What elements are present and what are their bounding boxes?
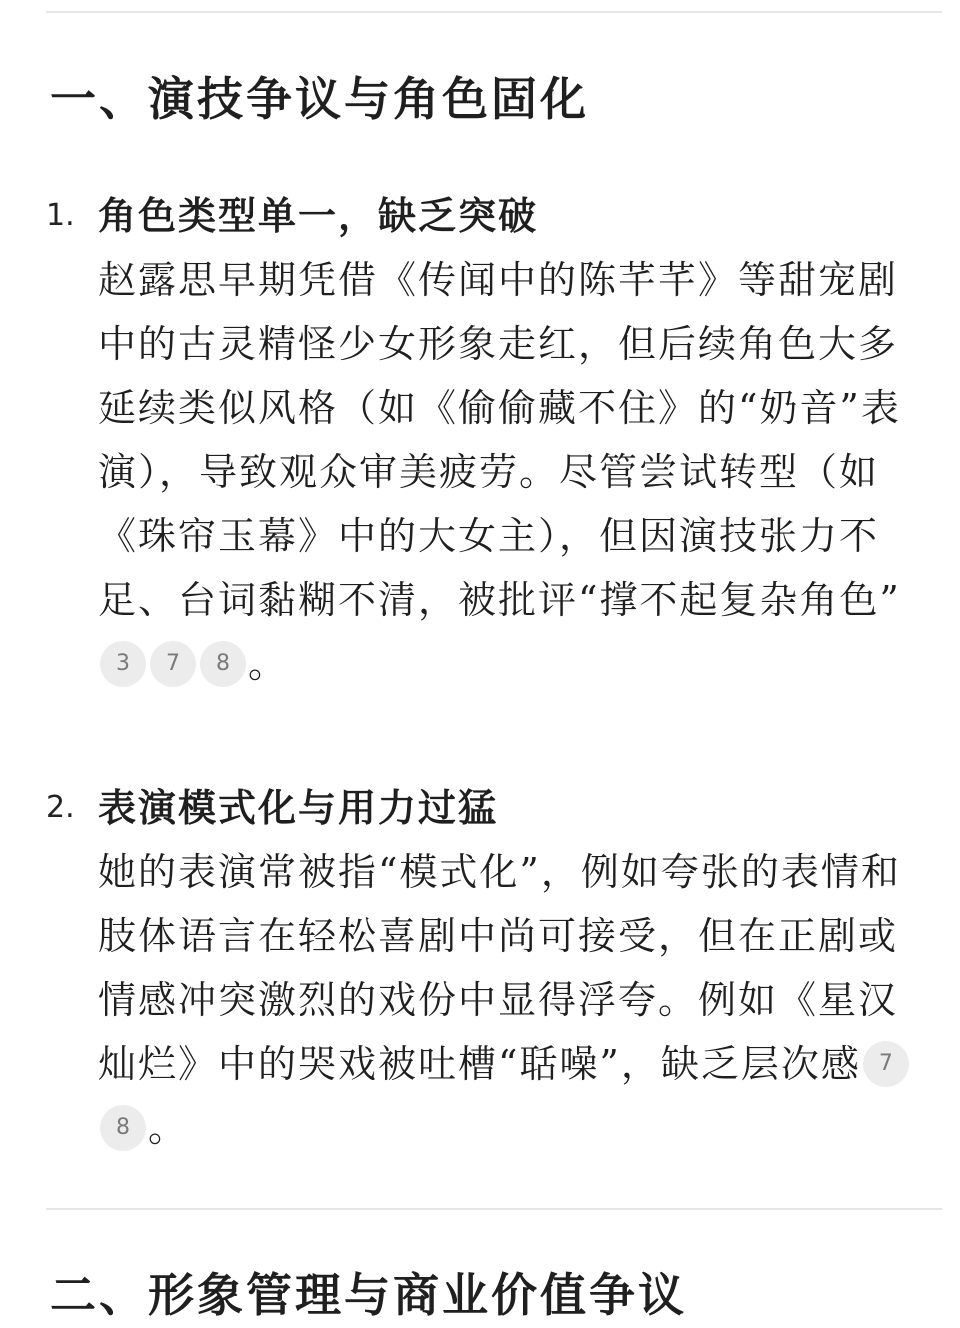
bottom-divider [46, 1208, 942, 1210]
list-item-tail: 。 [248, 642, 289, 686]
list-item-body [98, 248, 918, 696]
section-title: 一、演技争议与角色固化 [50, 72, 589, 126]
next-section-title-text: 二、形象管理与商业价值争议 [50, 1268, 687, 1322]
list-item-body [98, 840, 918, 1160]
citation-badge[interactable]: 8 [100, 1105, 146, 1151]
list-item-text: 她的表演常被指“模式化”，例如夸张的表情和肢体语言在轻松喜剧中尚可接受，但在正剧或情感冲突激烈的戏份中显得浮夸。例如《星汉灿烂》中的哭戏被吐槽“聒噪”，缺乏层次感 [98, 850, 901, 1086]
next-section-title [50, 1262, 930, 1322]
citation-badge[interactable]: 7 [150, 641, 196, 687]
citation-badge[interactable]: 3 [100, 641, 146, 687]
top-divider [46, 11, 942, 13]
list-item-number: 2. [46, 790, 75, 825]
citation-badge[interactable]: 8 [200, 641, 246, 687]
list-item [46, 776, 926, 1160]
list-item-heading: 角色类型单一，缺乏突破 [98, 193, 539, 238]
citation-badge[interactable]: 7 [863, 1041, 909, 1087]
list-item [46, 184, 926, 696]
list-item-tail: 。 [148, 1106, 189, 1150]
list-item-text: 赵露思早期凭借《传闻中的陈芊芊》等甜宠剧中的古灵精怪少女形象走红，但后续角色大多延续类似风格（如《偷偷藏不住》的“奶音”表演），导致观众审美疲劳。尽管尝试转型（如《珠帘玉幕》中的大女主），但因演技张力不足、台词黏糊不清，被批评“撑不起复杂角色” [98, 258, 901, 622]
list-item-heading: 表演模式化与用力过猛 [98, 785, 499, 830]
list-item-number: 1. [46, 198, 75, 233]
